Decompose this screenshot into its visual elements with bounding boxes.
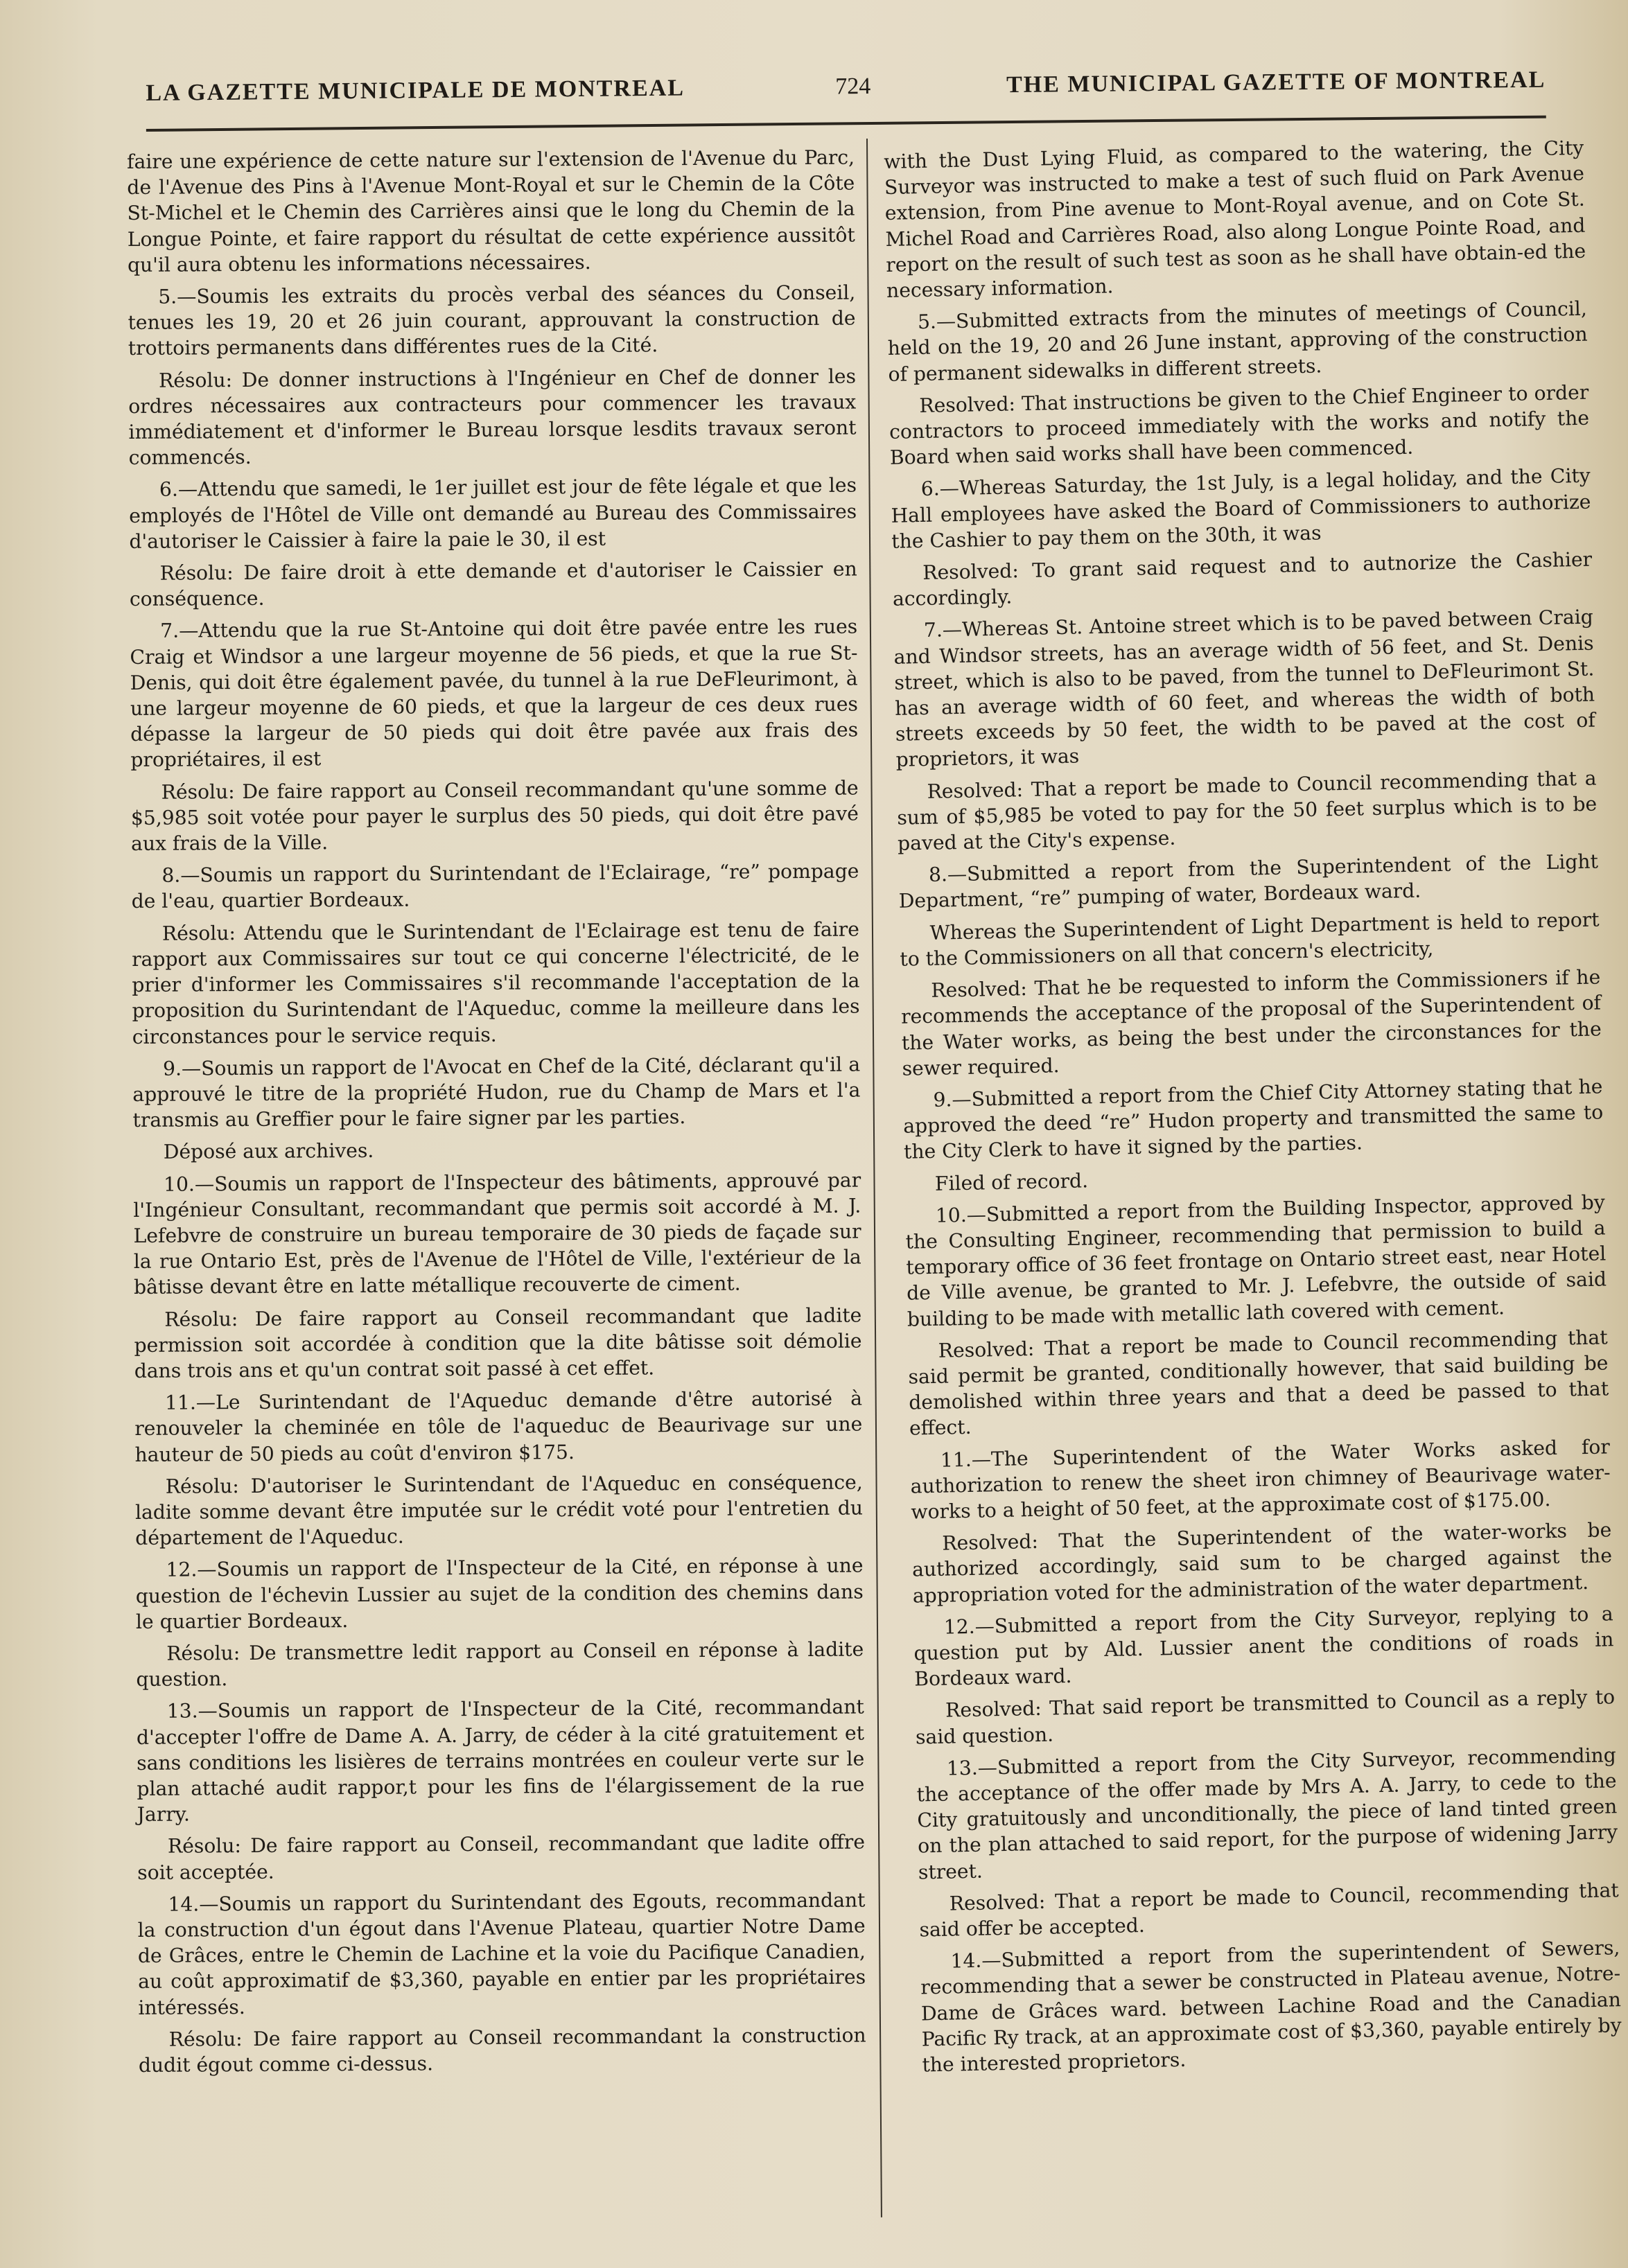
paragraph: 9.—Soumis un rapport de l'Avocat en Chef de la Cité, déclarant qu'il a approuvé le titre de la propriété Hudon, rue du Champ de Mars et l'a transmis au Greffier pour le faire signer par les parties. [132,1053,867,1132]
paragraph: 6.—Whereas Saturday, the 1st July, is a legal holiday, and the City Hall employees have asked the Board of Commissioners to authorize the Cashier to pay them on the 30th, it was [891,464,1598,553]
paragraph: 13.—Soumis un rapport de l'Inspecteur de la Cité, recommandant d'accepter l'offre de Dame A. A. Jarry, de céder à la cité gratuitement et sans conditions les lisières de terrains montrées en couleur verte sur le plan attaché audit rappor,t pour les fins de l'élargissement de la rue Jarry. [136,1695,871,1827]
french-column [127,145,873,2214]
paragraph: Resolved: That the Superintendent of the water-works be authorized accordingly, said sum to be charged against the appropriation voted for the administration of the water department. [911,1518,1619,1608]
paragraph: Filed of record. [934,1168,1089,1195]
paragraph: 11.—The Superintendent of the Water Works asked for authorization to renew the sheet iron chimney of Beaurivage water-works to a height of 50 feet, at the approximate cost of $175.00. [910,1434,1617,1524]
paragraph: 14.—Submitted a report from the superintendent of Sewers, recommending that a sewer be constructed in Plateau avenue, Notre-Dame de Grâces ward. between Lachine Road and the Canadian Pacific Ry track, at an approximate cost of $3,360, payable entirely by the interested proprietors. [920,1936,1628,2077]
paragraph: Déposé aux archives. [163,1139,374,1164]
paragraph: Resolved: That said report be transmitted to Council as a reply to said question. [915,1685,1622,1749]
paragraph: Résolu: De faire rapport au Conseil recommandant qu'une somme de $5,985 soit votée pour payer le surplus des 50 pieds, qui doit être pavé aux frais de la Ville. [130,776,865,856]
paragraph: 13.—Submitted a report from the City Surveyor, recommending the acceptance of the offer made by Mrs A. A. Jarry, to cede to the City gratuitously and unconditionally, the piece of land tinted green on the plan attached to said report, for the purpose of widening Jarry street. [916,1743,1625,1884]
paragraph: 10.—Submitted a report from the Building Inspector, approved by the Consulting Engineer, recommending that permission to build a temporary office of 36 feet frontage on Ontario street east, near Hotel de Ville avenue, be granted to Mr. J. Lefebvre, the outside of said building to be made with metallic lath covered with cement. [905,1190,1613,1331]
paragraph: Resolved: That a report be made to Council recommending that a sum of $5,985 be voted to pay for the 50 feet surplus which is to be paved at the City's expense. [897,766,1604,855]
paragraph: Whereas the Superintendent of Light Department is held to report to the Commissioners on all that concern's electricity, [900,908,1606,971]
paragraph: 11.—Le Surintendant de l'Aqueduc demande d'être autorisé à renouveler la cheminée en tôle de l'aqueduc de Beaurivage sur une hauteur de 50 pieds au coût d'environ $175. [134,1387,869,1466]
paragraph: 14.—Soumis un rapport du Surintendant des Egouts, recommandant la construction d'un égout dans l'Avenue Plateau, quartier Notre Dame de Grâces, entre le Chemin de Lachine et la voie du Pacifique Canadien, au coût approximatif de $3,360, payable en entier par les propriétaires intéressés. [137,1888,873,2019]
paragraph: 7.—Attendu que la rue St-Antoine qui doit être pavée entre les rues Craig et Windsor a une largeur moyenne de 56 pieds, et que la rue St-Denis, qui doit être également pavée, du tunnel à la rue DeFleurimont, à une largeur moyenne de 60 pieds, et que la largeur de ces deux rues dépasse la largeur de 50 pieds qui doit être pavée aux frais des propriétaires, il est [130,615,865,772]
page-number: 724 [835,73,871,100]
paragraph: 8.—Soumis un rapport du Surintendant de l'Eclairage, “re” pompage de l'eau, quartier Bordeaux. [131,859,866,913]
paragraph: 5.—Submitted extracts from the minutes of meetings of Council, held on the 19, 20 and 26 June instant, approving of the construction of permanent sidewalks in different streets. [887,297,1594,386]
paragraph: 5.—Soumis les extraits du procès verbal des séances du Conseil, tenues les 19, 20 et 26 juin courant, approuvant la construction de trottoirs permanents dans différentes rues de la Cité. [128,281,862,360]
paragraph: with the Dust Lying Fluid, as compared to the watering, the City Surveyor was instructed to make a test of such fluid on Park Avenue extension, from Pine avenue to Mont-Royal avenue, and on Cote St. Michel Road and Carrières Road, also along Longue Pointe Road, and report on the result of such test as soon as he shall have obtain-ed the necessary information. [884,136,1593,302]
paragraph: 12.—Submitted a report from the City Surveyor, replying to a question put by Ald. Lussier anent the conditions of roads in Bordeaux ward. [913,1601,1620,1691]
paragraph: faire une expérience de cette nature sur l'extension de l'Avenue du Parc, de l'Avenue des Pins à l'Avenue Mont-Royal et sur le Chemin de la Côte St-Michel et le Chemin des Carrières ainsi que le long du Chemin de la Longue Pointe, et faire rapport du résultat de cette expérience aussitôt qu'il aura obtenu les informations nécessaires. [127,146,861,276]
page-header [146,53,1546,132]
paragraph: 9.—Submitted a report from the Chief City Attorney stating that he approved the deed “re” Hudon property and transmitted the same to the City Clerk to have it signed by the parties. [902,1075,1610,1164]
english-column [884,135,1628,2214]
paragraph: 10.—Soumis un rapport de l'Inspecteur des bâtiments, approuvé par l'Ingénieur Consultant, recommandant que permis soit accordé à M. J. Lefebvre de construire un bureau temporaire de 30 pieds de façade sur la rue Ontario Est, près de l'Avenue de l'Hôtel de Ville, l'extérieur de la bâtisse devant être en latte métallique recouverte de ciment. [133,1168,868,1299]
paragraph: Resolved: That he be requested to inform the Commissioners if he recommends the acceptance of the proposal of the Superintendent of the Water works, as being the best under the circonstances for the sewer required. [900,965,1608,1080]
paragraph: 6.—Attendu que samedi, le 1er juillet est jour de fête légale et que les employés de l'Hôtel de Ville ont demandé au Bureau des Commissaires d'autoriser le Caissier à faire la paie le 30, il est [129,473,864,553]
paragraph: Résolu: De faire rapport au Conseil, recommandant que ladite offre soit acceptée. [137,1830,872,1884]
paragraph: Resolved: That a report be made to Council recommending that said permit be granted, conditionally however, that said building be demolished within three years and that a deed be passed to that effect. [908,1325,1616,1440]
paragraph: Résolu: De faire rapport au Conseil recommandant que ladite permission soit accordée à condition que la dite bâtisse soit démolie dans trois ans et qu'un contrat soit passé à cet effet. [134,1303,868,1382]
english-title: THE MUNICIPAL GAZETTE OF MONTREAL [1006,67,1546,98]
paragraph: Résolu: De faire droit à ette demande et d'autoriser le Caissier en conséquence. [129,557,864,611]
paragraph: 7.—Whereas St. Antoine street which is to be paved between Craig and Windsor streets, has an average width of 56 feet, and St. Denis street, which is also to be paved, from the tunnel to DeFleurimont St. has an average width of 60 feet, and whereas the width of both streets exceeds by 50 feet, the width to be paved at the cost of proprietors, it was [893,605,1602,772]
paragraph: Résolu: De faire rapport au Conseil recommandant la construction dudit égout comme ci-dessus. [138,2023,873,2077]
paragraph: Resolved: That instructions be given to the Chief Engineer to order contractors to proceed immediately with the works and notify the Board when said works shall have been commenced. [889,380,1596,470]
french-title: LA GAZETTE MUNICIPALE DE MONTREAL [146,75,685,106]
paragraph: Résolu: D'autoriser le Surintendant de l'Aqueduc en conséquence, ladite somme devant être imputée sur le crédit voté pour l'entretien du département de l'Aqueduc. [134,1470,870,1550]
paragraph: 8.—Submitted a report from the Superintendent of the Light Department, “re” pumping of water, Bordeaux ward. [898,850,1605,913]
paragraph: Résolu: De transmettre ledit rapport au Conseil en réponse à ladite question. [136,1637,870,1691]
paragraph: 12.—Soumis un rapport de l'Inspecteur de la Cité, en réponse à une question de l'échevin Lussier au sujet de la condition des chemins dans le quartier Bordeaux. [135,1554,870,1633]
paragraph: Resolved: To grant said request and to autnorize the Cashier accordingly. [892,547,1599,611]
paragraph: Résolu: De donner instructions à l'Ingénieur en Chef de donner les ordres nécessaires aux contracteurs pour commencer les travaux immédiatement et d'informer le Bureau lorsque lesdits travaux seront commencés. [128,364,863,470]
paragraph: Résolu: Attendu que le Surintendant de l'Eclairage est tenu de faire rapport aux Commissaires sur tout ce qui concerne l'électricité, de le prier d'informer les Commissaires s'il recommande l'acceptation de la proposition du Surintendant de l'Aqueduc, comme la meilleure dans les circonstances pour le service requis. [132,917,866,1048]
paragraph: Resolved: That a report be made to Council, recommending that said offer be accepted. [919,1878,1625,1942]
